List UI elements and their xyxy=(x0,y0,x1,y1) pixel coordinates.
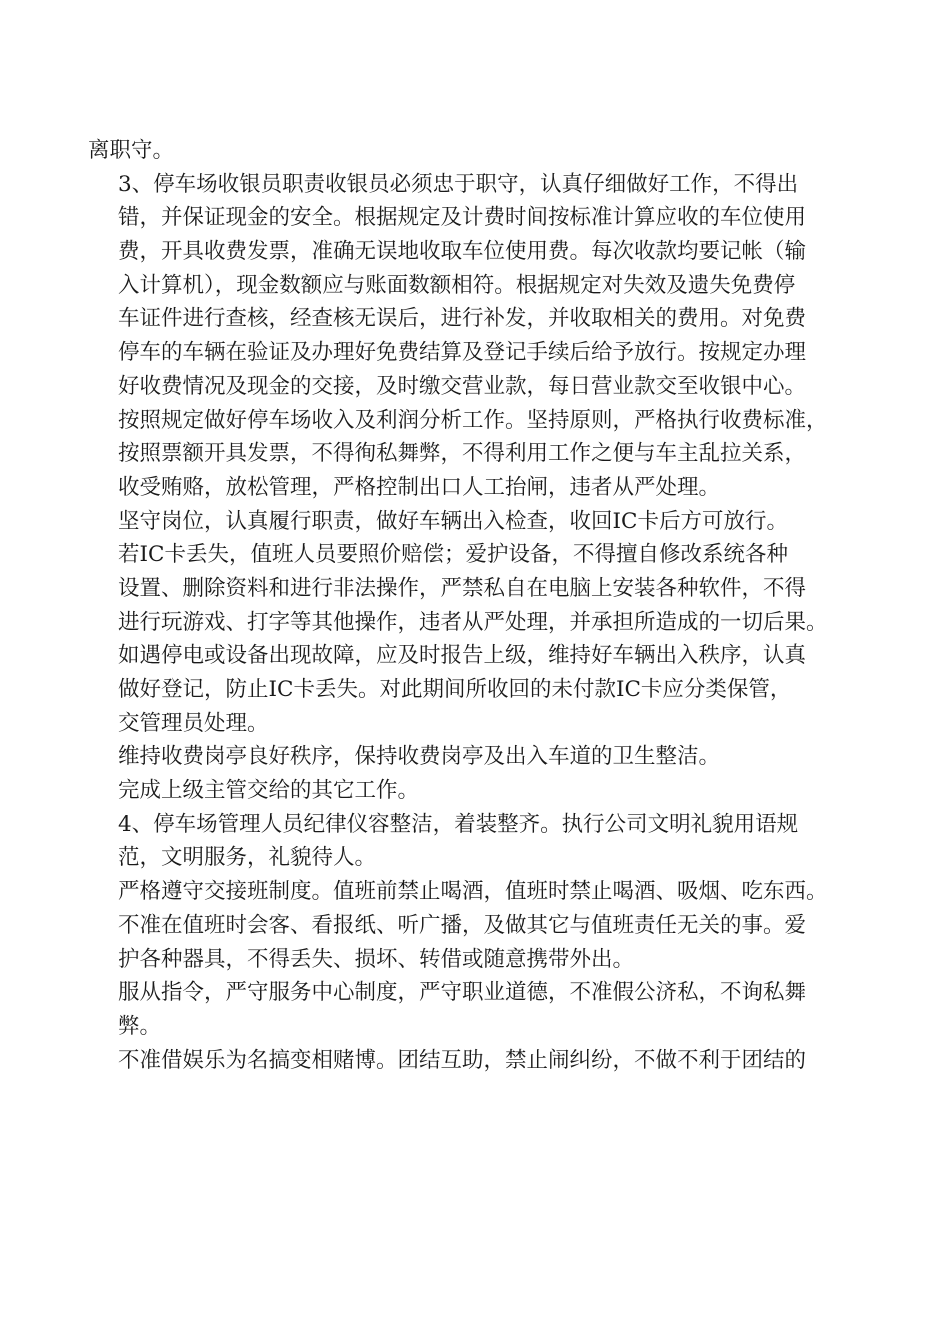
text-line: 护各种器具，不得丢失、损坏、转借或随意携带外出。 xyxy=(118,946,635,972)
text-line: 坚守岗位，认真履行职责，做好车辆出入检查，收回IC卡后方可放行。 xyxy=(118,508,788,534)
text-line: 交管理员处理。 xyxy=(118,710,269,736)
text-line: 如遇停电或设备出现故障，应及时报告上级，维持好车辆出入秩序，认真 xyxy=(118,643,807,669)
text-line: 好收费情况及现金的交接，及时缴交营业款，每日营业款交至收银中心。 xyxy=(118,373,807,399)
text-line: 弊。 xyxy=(118,1013,162,1039)
text-line: 不准借娱乐为名搞变相赌博。团结互助，禁止闹纠纷，不做不利于团结的 xyxy=(118,1047,807,1073)
text-line: 4、停车场管理人员纪律仪容整洁，着装整齐。执行公司文明礼貌用语规 xyxy=(118,811,799,837)
text-line: 费，开具收费发票，准确无误地收取车位使用费。每次收款均要记帐（输 xyxy=(118,239,807,265)
text-line: 完成上级主管交给的其它工作。 xyxy=(118,778,420,804)
text-line: 不准在值班时会客、看报纸、听广播，及做其它与值班责任无关的事。爱 xyxy=(118,912,807,938)
text-line: 范，文明服务，礼貌待人。 xyxy=(118,845,377,871)
text-line: 离职守。 xyxy=(88,138,175,163)
text-line: 设置、删除资料和进行非法操作，严禁私自在电脑上安装各种软件，不得 xyxy=(118,575,807,601)
text-line: 收受贿赂，放松管理，严格控制出口人工抬闸，违者从严处理。 xyxy=(118,474,721,500)
text-line: 按照票额开具发票，不得徇私舞弊，不得利用工作之便与车主乱拉关系， xyxy=(118,441,807,467)
text-line: 做好登记，防止IC卡丢失。对此期间所收回的未付款IC卡应分类保管， xyxy=(118,677,792,702)
text-line: 3、停车场收银员职责收银员必须忠于职守，认真仔细做好工作，不得出 xyxy=(118,171,799,197)
text-line: 维持收费岗亭良好秩序，保持收费岗亭及出入车道的卫生整洁。 xyxy=(118,744,721,770)
text-line: 服从指令，严守服务中心制度，严守职业道德，不准假公济私，不询私舞 xyxy=(118,980,807,1006)
text-line: 严格遵守交接班制度。值班前禁止喝酒，值班时禁止喝酒、吸烟、吃东西。 xyxy=(118,879,828,905)
text-line: 入计算机），现金数额应与账面数额相符。根据规定对失效及遗失免费停 xyxy=(118,272,796,298)
text-line: 错，并保证现金的安全。根据规定及计费时间按标准计算应收的车位使用 xyxy=(118,205,807,231)
text-line: 按照规定做好停车场收入及利润分析工作。坚持原则，严格执行收费标准， xyxy=(118,407,828,433)
text-line: 停车的车辆在验证及办理好免费结算及登记手续后给予放行。按规定办理 xyxy=(118,340,807,366)
text-line: 若IC卡丢失，值班人员要照价赔偿；爱护设备，不得擅自修改系统各种 xyxy=(118,542,788,568)
text-line: 进行玩游戏、打字等其他操作，违者从严处理，并承担所造成的一切后果。 xyxy=(118,609,828,635)
document-body xyxy=(88,134,868,1077)
text-line: 车证件进行查核，经查核无误后，进行补发，并收取相关的费用。对免费 xyxy=(118,306,807,332)
